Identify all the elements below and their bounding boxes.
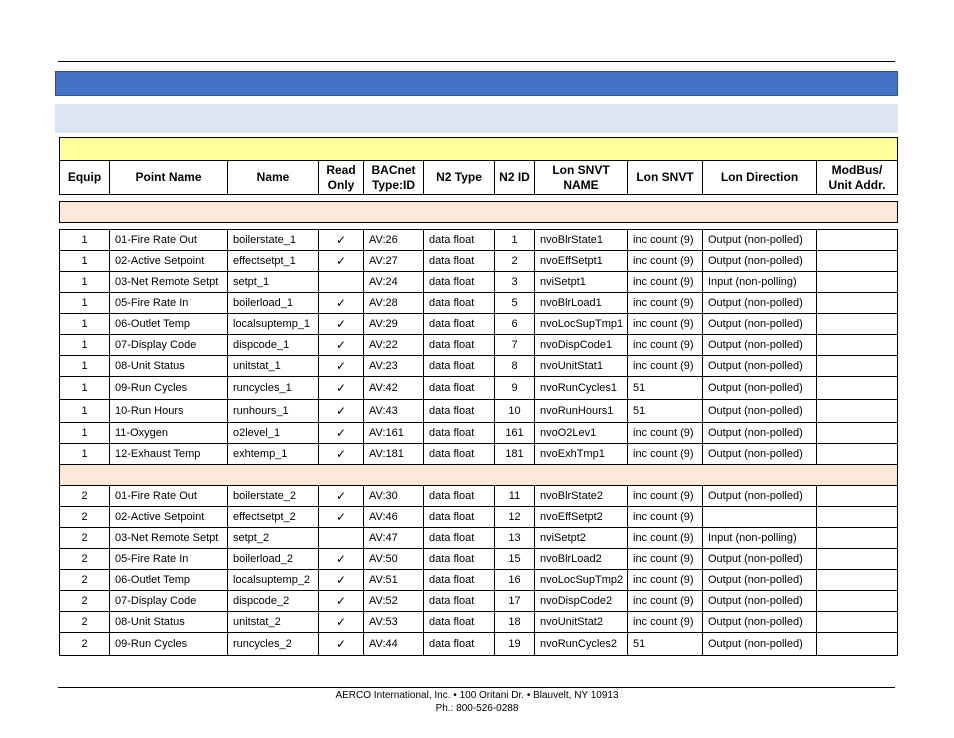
- modbus-cell: [817, 293, 898, 314]
- lon-snvt-name-cell: nvoBlrLoad1: [535, 293, 628, 314]
- lon-snvt-cell: inc count (9): [628, 570, 703, 591]
- name-cell: effectsetpt_2: [228, 507, 319, 528]
- name-cell: exhtemp_1: [228, 444, 319, 465]
- point-name-cell: 05-Fire Rate In: [110, 549, 228, 570]
- bacnet-cell: AV:53: [364, 612, 424, 633]
- n2-type-cell: data float: [424, 507, 495, 528]
- equip-cell: 1: [60, 400, 110, 423]
- point-name-cell: 06-Outlet Temp: [110, 314, 228, 335]
- lon-snvt-name-cell: nvoBlrState1: [535, 230, 628, 251]
- equip-cell: 1: [60, 230, 110, 251]
- bacnet-cell: AV:43: [364, 400, 424, 423]
- footer-rule: [58, 687, 895, 688]
- name-cell: dispcode_2: [228, 591, 319, 612]
- n2-type-cell: data float: [424, 486, 495, 507]
- bacnet-cell: AV:28: [364, 293, 424, 314]
- table-row: [60, 570, 898, 591]
- lon-snvt-name-cell: nvoRunHours1: [535, 400, 628, 423]
- equip-cell: 1: [60, 314, 110, 335]
- lon-snvt-cell: inc count (9): [628, 486, 703, 507]
- spacer-row: [60, 195, 898, 202]
- n2-type-cell: data float: [424, 591, 495, 612]
- spacer-row: [60, 223, 898, 230]
- bacnet-cell: AV:24: [364, 272, 424, 293]
- lon-direction-cell: Input (non-polling): [703, 528, 817, 549]
- col-header-equip: Equip: [60, 161, 110, 195]
- read-only-cell: ✓: [319, 293, 364, 314]
- read-only-cell: ✓: [319, 335, 364, 356]
- name-cell: setpt_2: [228, 528, 319, 549]
- equip-cell: 1: [60, 377, 110, 400]
- equip-cell: 1: [60, 251, 110, 272]
- bacnet-cell: AV:161: [364, 423, 424, 444]
- modbus-cell: [817, 400, 898, 423]
- lon-snvt-name-cell: nvoUnitStat1: [535, 356, 628, 377]
- modbus-cell: [817, 356, 898, 377]
- n2-id-cell: 3: [495, 272, 535, 293]
- lon-direction-cell: Output (non-polled): [703, 400, 817, 423]
- lon-direction-cell: Output (non-polled): [703, 335, 817, 356]
- lon-snvt-cell: inc count (9): [628, 272, 703, 293]
- header-rule: [58, 61, 895, 62]
- bacnet-cell: AV:50: [364, 549, 424, 570]
- bacnet-cell: AV:51: [364, 570, 424, 591]
- name-cell: runhours_1: [228, 400, 319, 423]
- n2-id-cell: 181: [495, 444, 535, 465]
- table-row: [60, 377, 898, 400]
- point-name-cell: 07-Display Code: [110, 591, 228, 612]
- lon-snvt-cell: 51: [628, 400, 703, 423]
- equip-cell: 1: [60, 335, 110, 356]
- lon-direction-cell: Output (non-polled): [703, 377, 817, 400]
- n2-type-cell: data float: [424, 335, 495, 356]
- lon-snvt-name-cell: nvoRunCycles1: [535, 377, 628, 400]
- name-cell: boilerload_1: [228, 293, 319, 314]
- table-row: [60, 356, 898, 377]
- lon-direction-cell: Output (non-polled): [703, 314, 817, 335]
- read-only-cell: ✓: [319, 251, 364, 272]
- lon-snvt-name-cell: nvoO2Lev1: [535, 423, 628, 444]
- name-cell: effectsetpt_1: [228, 251, 319, 272]
- point-name-cell: 07-Display Code: [110, 335, 228, 356]
- lon-snvt-cell: inc count (9): [628, 293, 703, 314]
- read-only-cell: ✓: [319, 507, 364, 528]
- lon-snvt-cell: inc count (9): [628, 549, 703, 570]
- n2-type-cell: data float: [424, 230, 495, 251]
- table-row: [60, 507, 898, 528]
- modbus-cell: [817, 335, 898, 356]
- n2-id-cell: 6: [495, 314, 535, 335]
- bacnet-cell: AV:181: [364, 444, 424, 465]
- modbus-cell: [817, 423, 898, 444]
- table-row: [60, 528, 898, 549]
- read-only-cell: ✓: [319, 591, 364, 612]
- n2-id-cell: 17: [495, 591, 535, 612]
- read-only-cell: ✓: [319, 356, 364, 377]
- lon-direction-cell: Output (non-polled): [703, 486, 817, 507]
- equip-cell: 1: [60, 293, 110, 314]
- table-row: [60, 272, 898, 293]
- point-name-cell: 05-Fire Rate In: [110, 293, 228, 314]
- lon-direction-cell: Output (non-polled): [703, 251, 817, 272]
- table-title-row: [60, 138, 898, 161]
- lon-direction-cell: Output (non-polled): [703, 633, 817, 656]
- lon-snvt-name-cell: nvoLocSupTmp1: [535, 314, 628, 335]
- point-name-cell: 02-Active Setpoint: [110, 251, 228, 272]
- col-header-name: Name: [228, 161, 319, 195]
- name-cell: boilerstate_1: [228, 230, 319, 251]
- equip-cell: 1: [60, 423, 110, 444]
- n2-id-cell: 7: [495, 335, 535, 356]
- name-cell: dispcode_1: [228, 335, 319, 356]
- bacnet-cell: AV:42: [364, 377, 424, 400]
- lon-direction-cell: Output (non-polled): [703, 423, 817, 444]
- table-row: [60, 230, 898, 251]
- n2-type-cell: data float: [424, 377, 495, 400]
- equip-cell: 2: [60, 486, 110, 507]
- equip-cell: 2: [60, 528, 110, 549]
- bacnet-cell: AV:22: [364, 335, 424, 356]
- col-header-n2-type: N2 Type: [424, 161, 495, 195]
- lon-direction-cell: Input (non-polling): [703, 272, 817, 293]
- equip-cell: 2: [60, 507, 110, 528]
- read-only-cell: ✓: [319, 633, 364, 656]
- modbus-cell: [817, 444, 898, 465]
- name-cell: unitstat_2: [228, 612, 319, 633]
- footer-phone: Ph.: 800-526-0288: [435, 703, 519, 714]
- n2-id-cell: 11: [495, 486, 535, 507]
- bacnet-cell: AV:44: [364, 633, 424, 656]
- lon-snvt-name-cell: nvoRunCycles2: [535, 633, 628, 656]
- modbus-cell: [817, 251, 898, 272]
- bacnet-cell: AV:30: [364, 486, 424, 507]
- points-table: [59, 137, 898, 656]
- lon-snvt-name-cell: nviSetpt2: [535, 528, 628, 549]
- col-header-lon-snvt: Lon SNVT: [628, 161, 703, 195]
- bacnet-cell: AV:26: [364, 230, 424, 251]
- n2-id-cell: 161: [495, 423, 535, 444]
- read-only-cell: [319, 272, 364, 293]
- lon-snvt-name-cell: nvoEffSetpt1: [535, 251, 628, 272]
- n2-id-cell: 8: [495, 356, 535, 377]
- n2-id-cell: 2: [495, 251, 535, 272]
- col-header-modbus: ModBus/ Unit Addr.: [817, 161, 898, 195]
- table-row: [60, 423, 898, 444]
- n2-type-cell: data float: [424, 400, 495, 423]
- bacnet-cell: AV:27: [364, 251, 424, 272]
- lon-snvt-name-cell: nvoEffSetpt2: [535, 507, 628, 528]
- point-name-cell: 08-Unit Status: [110, 356, 228, 377]
- n2-id-cell: 9: [495, 377, 535, 400]
- group-header-row-1: [60, 202, 898, 223]
- n2-id-cell: 12: [495, 507, 535, 528]
- lon-snvt-name-cell: nvoDispCode2: [535, 591, 628, 612]
- lon-snvt-cell: inc count (9): [628, 507, 703, 528]
- lon-snvt-name-cell: nvoUnitStat2: [535, 612, 628, 633]
- equip-cell: 2: [60, 549, 110, 570]
- subsection-banner: [55, 104, 898, 133]
- point-name-cell: 10-Run Hours: [110, 400, 228, 423]
- n2-type-cell: data float: [424, 612, 495, 633]
- lon-direction-cell: Output (non-polled): [703, 356, 817, 377]
- name-cell: setpt_1: [228, 272, 319, 293]
- lon-direction-cell: [703, 507, 817, 528]
- col-header-n2-id: N2 ID: [495, 161, 535, 195]
- bacnet-cell: AV:52: [364, 591, 424, 612]
- lon-snvt-cell: inc count (9): [628, 612, 703, 633]
- lon-snvt-cell: inc count (9): [628, 444, 703, 465]
- col-header-bacnet: BACnet Type:ID: [364, 161, 424, 195]
- table-row: [60, 335, 898, 356]
- name-cell: runcycles_1: [228, 377, 319, 400]
- col-header-lon-direction: Lon Direction: [703, 161, 817, 195]
- point-name-cell: 08-Unit Status: [110, 612, 228, 633]
- n2-type-cell: data float: [424, 528, 495, 549]
- point-name-cell: 09-Run Cycles: [110, 633, 228, 656]
- modbus-cell: [817, 272, 898, 293]
- lon-snvt-cell: inc count (9): [628, 230, 703, 251]
- equip-cell: 2: [60, 633, 110, 656]
- read-only-cell: ✓: [319, 612, 364, 633]
- table-row: [60, 486, 898, 507]
- n2-id-cell: 10: [495, 400, 535, 423]
- n2-type-cell: data float: [424, 272, 495, 293]
- modbus-cell: [817, 230, 898, 251]
- n2-type-cell: data float: [424, 356, 495, 377]
- equip-cell: 1: [60, 444, 110, 465]
- read-only-cell: ✓: [319, 444, 364, 465]
- modbus-cell: [817, 549, 898, 570]
- table-row: [60, 612, 898, 633]
- lon-snvt-cell: inc count (9): [628, 335, 703, 356]
- modbus-cell: [817, 528, 898, 549]
- lon-snvt-cell: inc count (9): [628, 423, 703, 444]
- modbus-cell: [817, 486, 898, 507]
- table-header-row: [60, 161, 898, 195]
- n2-type-cell: data float: [424, 549, 495, 570]
- lon-direction-cell: Output (non-polled): [703, 591, 817, 612]
- name-cell: boilerstate_2: [228, 486, 319, 507]
- bacnet-cell: AV:29: [364, 314, 424, 335]
- table-row: [60, 314, 898, 335]
- lon-snvt-name-cell: nvoDispCode1: [535, 335, 628, 356]
- bacnet-cell: AV:47: [364, 528, 424, 549]
- n2-id-cell: 5: [495, 293, 535, 314]
- name-cell: boilerload_2: [228, 549, 319, 570]
- name-cell: localsuptemp_1: [228, 314, 319, 335]
- bacnet-cell: AV:46: [364, 507, 424, 528]
- modbus-cell: [817, 570, 898, 591]
- n2-id-cell: 13: [495, 528, 535, 549]
- lon-snvt-cell: inc count (9): [628, 251, 703, 272]
- lon-direction-cell: Output (non-polled): [703, 444, 817, 465]
- table-row: [60, 633, 898, 656]
- lon-snvt-cell: 51: [628, 633, 703, 656]
- modbus-cell: [817, 377, 898, 400]
- n2-type-cell: data float: [424, 633, 495, 656]
- n2-id-cell: 18: [495, 612, 535, 633]
- read-only-cell: ✓: [319, 230, 364, 251]
- table-row: [60, 251, 898, 272]
- lon-snvt-name-cell: nvoBlrState2: [535, 486, 628, 507]
- point-name-cell: 01-Fire Rate Out: [110, 230, 228, 251]
- point-name-cell: 12-Exhaust Temp: [110, 444, 228, 465]
- equip-cell: 2: [60, 591, 110, 612]
- point-name-cell: 06-Outlet Temp: [110, 570, 228, 591]
- point-name-cell: 11-Oxygen: [110, 423, 228, 444]
- modbus-cell: [817, 314, 898, 335]
- n2-id-cell: 1: [495, 230, 535, 251]
- modbus-cell: [817, 612, 898, 633]
- lon-snvt-name-cell: nviSetpt1: [535, 272, 628, 293]
- n2-id-cell: 19: [495, 633, 535, 656]
- name-cell: runcycles_2: [228, 633, 319, 656]
- name-cell: o2level_1: [228, 423, 319, 444]
- table-row: [60, 444, 898, 465]
- n2-type-cell: data float: [424, 570, 495, 591]
- read-only-cell: ✓: [319, 377, 364, 400]
- bacnet-cell: AV:23: [364, 356, 424, 377]
- lon-direction-cell: Output (non-polled): [703, 612, 817, 633]
- read-only-cell: ✓: [319, 400, 364, 423]
- lon-direction-cell: Output (non-polled): [703, 570, 817, 591]
- col-header-point-name: Point Name: [110, 161, 228, 195]
- n2-type-cell: data float: [424, 251, 495, 272]
- lon-direction-cell: Output (non-polled): [703, 549, 817, 570]
- lon-snvt-cell: inc count (9): [628, 591, 703, 612]
- equip-cell: 1: [60, 272, 110, 293]
- n2-id-cell: 16: [495, 570, 535, 591]
- read-only-cell: ✓: [319, 314, 364, 335]
- lon-snvt-cell: 51: [628, 377, 703, 400]
- col-header-read-only: Read Only: [319, 161, 364, 195]
- modbus-cell: [817, 507, 898, 528]
- group-header-row-2: [60, 465, 898, 486]
- table-row: [60, 293, 898, 314]
- point-name-cell: 02-Active Setpoint: [110, 507, 228, 528]
- lon-snvt-name-cell: nvoBlrLoad2: [535, 549, 628, 570]
- name-cell: unitstat_1: [228, 356, 319, 377]
- lon-snvt-cell: inc count (9): [628, 314, 703, 335]
- n2-type-cell: data float: [424, 423, 495, 444]
- section-banner: [55, 71, 898, 96]
- point-name-cell: 01-Fire Rate Out: [110, 486, 228, 507]
- lon-snvt-cell: inc count (9): [628, 356, 703, 377]
- read-only-cell: ✓: [319, 486, 364, 507]
- lon-direction-cell: Output (non-polled): [703, 230, 817, 251]
- n2-type-cell: data float: [424, 314, 495, 335]
- col-header-lon-snvt-name: Lon SNVT NAME: [535, 161, 628, 195]
- read-only-cell: ✓: [319, 570, 364, 591]
- equip-cell: 1: [60, 356, 110, 377]
- read-only-cell: [319, 528, 364, 549]
- footer-address: AERCO International, Inc. • 100 Oritani Dr. • Blauvelt, NY 10913: [335, 690, 619, 701]
- n2-type-cell: data float: [424, 293, 495, 314]
- modbus-cell: [817, 591, 898, 612]
- table-row: [60, 400, 898, 423]
- lon-snvt-name-cell: nvoExhTmp1: [535, 444, 628, 465]
- read-only-cell: ✓: [319, 549, 364, 570]
- n2-type-cell: data float: [424, 444, 495, 465]
- lon-snvt-cell: inc count (9): [628, 528, 703, 549]
- equip-cell: 2: [60, 612, 110, 633]
- point-name-cell: 03-Net Remote Setpt: [110, 528, 228, 549]
- n2-id-cell: 15: [495, 549, 535, 570]
- lon-direction-cell: Output (non-polled): [703, 293, 817, 314]
- table-row: [60, 591, 898, 612]
- point-name-cell: 03-Net Remote Setpt: [110, 272, 228, 293]
- table-row: [60, 549, 898, 570]
- point-name-cell: 09-Run Cycles: [110, 377, 228, 400]
- modbus-cell: [817, 633, 898, 656]
- equip-cell: 2: [60, 570, 110, 591]
- read-only-cell: ✓: [319, 423, 364, 444]
- lon-snvt-name-cell: nvoLocSupTmp2: [535, 570, 628, 591]
- name-cell: localsuptemp_2: [228, 570, 319, 591]
